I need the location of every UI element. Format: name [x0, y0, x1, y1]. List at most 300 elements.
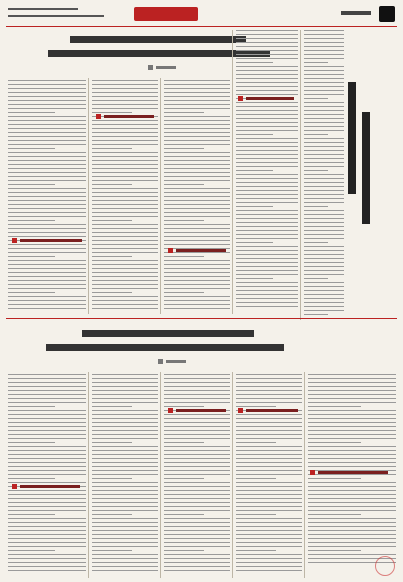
text-line	[236, 182, 298, 183]
text-line	[92, 386, 158, 387]
text-line	[164, 260, 230, 261]
text-line	[164, 164, 230, 165]
text-line	[92, 530, 158, 531]
text-line	[92, 470, 158, 471]
text-line	[164, 558, 230, 559]
text-line	[236, 502, 302, 503]
article1-headline-line1	[70, 36, 246, 43]
text-line	[304, 62, 328, 63]
text-line	[92, 566, 158, 567]
text-line	[236, 286, 298, 287]
text-line	[8, 192, 86, 193]
text-line	[164, 252, 230, 253]
text-line	[304, 78, 344, 79]
text-line	[236, 430, 302, 431]
text-line	[308, 382, 396, 383]
sidebar-headline-lower	[362, 112, 370, 224]
text-line	[308, 410, 396, 411]
text-line	[164, 136, 230, 137]
article2-subhead	[20, 485, 80, 488]
subhead-marker-icon	[310, 470, 315, 475]
text-line	[164, 494, 230, 495]
text-line	[308, 522, 396, 523]
text-line	[164, 566, 230, 567]
text-line	[164, 382, 230, 383]
article1-byline	[156, 66, 176, 69]
text-line	[8, 144, 86, 145]
text-line	[8, 292, 55, 293]
text-line	[304, 242, 328, 243]
text-line	[164, 140, 230, 141]
text-line	[8, 200, 86, 201]
text-line	[92, 538, 158, 539]
text-line	[304, 158, 344, 159]
text-line	[92, 554, 158, 555]
text-line	[8, 196, 86, 197]
text-line	[236, 62, 273, 63]
text-line	[304, 142, 344, 143]
text-line	[236, 230, 298, 231]
text-line	[308, 498, 396, 499]
text-line	[8, 212, 86, 213]
text-line	[236, 446, 302, 447]
text-line	[92, 498, 158, 499]
article1-subhead	[20, 239, 82, 242]
text-line	[92, 104, 158, 105]
column-divider	[160, 78, 161, 314]
text-line	[8, 128, 86, 129]
text-line	[236, 478, 276, 479]
text-line	[236, 234, 298, 235]
byline-icon	[158, 359, 163, 364]
text-line	[8, 550, 55, 551]
text-line	[164, 84, 230, 85]
text-line	[92, 570, 158, 571]
text-line	[92, 148, 132, 149]
text-line	[164, 378, 230, 379]
text-line	[8, 514, 55, 515]
text-line	[304, 102, 344, 103]
text-line	[304, 98, 328, 99]
text-line	[236, 30, 298, 31]
column-divider	[300, 30, 301, 320]
text-line	[304, 202, 344, 203]
sidebar-text-column	[304, 30, 344, 318]
text-line	[8, 542, 86, 543]
watermark-seal-icon	[375, 556, 395, 576]
text-line	[8, 494, 86, 495]
text-line	[164, 304, 230, 305]
text-line	[236, 50, 298, 51]
text-line	[164, 112, 204, 113]
text-line	[8, 184, 55, 185]
text-line	[164, 92, 230, 93]
article2-column-1	[8, 374, 86, 574]
text-line	[308, 374, 396, 375]
text-line	[92, 152, 158, 153]
text-line	[8, 140, 86, 141]
text-line	[8, 272, 86, 273]
text-line	[236, 470, 302, 471]
text-line	[92, 252, 158, 253]
text-line	[92, 506, 158, 507]
text-line	[236, 558, 302, 559]
text-line	[236, 194, 298, 195]
text-line	[304, 306, 344, 307]
text-line	[304, 210, 344, 211]
text-line	[236, 518, 302, 519]
text-line	[304, 278, 328, 279]
text-line	[92, 430, 158, 431]
text-line	[164, 402, 230, 403]
text-line	[164, 96, 230, 97]
text-line	[236, 102, 298, 103]
text-line	[164, 172, 230, 173]
text-line	[8, 176, 86, 177]
text-line	[164, 220, 204, 221]
text-line	[236, 74, 298, 75]
text-line	[92, 284, 158, 285]
text-line	[236, 206, 273, 207]
text-line	[304, 258, 344, 259]
text-line	[8, 402, 86, 403]
text-line	[236, 162, 298, 163]
text-line	[164, 160, 230, 161]
text-line	[236, 214, 298, 215]
text-line	[304, 234, 344, 235]
text-line	[92, 478, 132, 479]
text-line	[164, 224, 230, 225]
byline-icon	[148, 65, 153, 70]
text-line	[304, 222, 344, 223]
section-title	[341, 11, 371, 15]
text-line	[308, 386, 396, 387]
text-line	[92, 458, 158, 459]
text-line	[236, 170, 273, 171]
text-line	[304, 50, 344, 51]
text-line	[304, 282, 344, 283]
text-line	[8, 458, 86, 459]
text-line	[308, 402, 396, 403]
text-line	[164, 292, 204, 293]
text-line	[92, 264, 158, 265]
text-line	[236, 130, 298, 131]
text-line	[308, 554, 396, 555]
text-line	[236, 90, 298, 91]
text-line	[92, 228, 158, 229]
text-line	[164, 208, 230, 209]
article1-subhead	[176, 249, 226, 252]
text-line	[236, 434, 302, 435]
text-line	[92, 514, 132, 515]
text-line	[236, 150, 298, 151]
text-line	[8, 434, 86, 435]
text-line	[304, 238, 344, 239]
subhead-marker-icon	[12, 238, 17, 243]
text-line	[164, 506, 230, 507]
text-line	[164, 88, 230, 89]
text-line	[92, 88, 158, 89]
text-line	[304, 178, 344, 179]
article2-column-3	[164, 374, 230, 574]
text-line	[92, 382, 158, 383]
text-line	[304, 34, 344, 35]
text-line	[304, 174, 344, 175]
text-line	[8, 474, 86, 475]
text-line	[164, 296, 230, 297]
text-line	[164, 446, 230, 447]
article2-byline	[166, 360, 186, 363]
text-line	[236, 422, 302, 423]
text-line	[8, 116, 86, 117]
text-line	[164, 478, 204, 479]
text-line	[92, 220, 132, 221]
subhead-marker-icon	[96, 114, 101, 119]
text-line	[92, 378, 158, 379]
subhead-marker-icon	[168, 248, 173, 253]
text-line	[304, 94, 344, 95]
text-line	[236, 290, 298, 291]
text-line	[304, 314, 328, 315]
text-line	[164, 300, 230, 301]
text-line	[236, 258, 298, 259]
article1-column-1	[8, 80, 86, 312]
text-line	[304, 130, 344, 131]
text-line	[92, 248, 158, 249]
text-line	[164, 442, 204, 443]
text-line	[92, 132, 158, 133]
text-line	[164, 228, 230, 229]
text-line	[236, 54, 298, 55]
text-line	[164, 414, 230, 415]
text-line	[92, 268, 158, 269]
text-line	[304, 114, 344, 115]
column-divider	[160, 372, 161, 578]
text-line	[304, 38, 344, 39]
text-line	[308, 486, 396, 487]
text-line	[164, 272, 230, 273]
text-line	[92, 374, 158, 375]
text-line	[164, 390, 230, 391]
text-line	[304, 298, 344, 299]
text-line	[92, 120, 158, 121]
article2-column-4	[236, 374, 302, 574]
text-line	[92, 394, 158, 395]
text-line	[236, 142, 298, 143]
text-line	[92, 232, 158, 233]
text-line	[92, 442, 132, 443]
text-line	[236, 398, 302, 399]
masthead-date-line	[8, 8, 78, 10]
text-line	[8, 422, 86, 423]
text-line	[164, 530, 230, 531]
text-line	[308, 390, 396, 391]
text-line	[92, 236, 158, 237]
text-line	[92, 438, 158, 439]
text-line	[236, 302, 298, 303]
text-line	[92, 112, 132, 113]
text-line	[92, 474, 158, 475]
text-line	[236, 202, 298, 203]
text-line	[236, 238, 298, 239]
text-line	[304, 42, 344, 43]
text-line	[236, 58, 298, 59]
text-line	[304, 82, 344, 83]
text-line	[164, 184, 204, 185]
text-line	[8, 442, 55, 443]
text-line	[236, 38, 298, 39]
section-divider	[6, 318, 397, 319]
text-line	[236, 526, 302, 527]
text-line	[8, 518, 86, 519]
text-line	[236, 82, 298, 83]
text-line	[236, 250, 298, 251]
text-line	[8, 84, 86, 85]
text-line	[164, 108, 230, 109]
text-line	[236, 298, 298, 299]
text-line	[236, 450, 302, 451]
text-line	[304, 254, 344, 255]
text-line	[8, 248, 86, 249]
text-line	[236, 178, 298, 179]
text-line	[92, 522, 158, 523]
column-divider	[88, 372, 89, 578]
text-line	[236, 550, 276, 551]
text-line	[8, 394, 86, 395]
text-line	[92, 188, 158, 189]
text-line	[8, 406, 55, 407]
text-line	[92, 418, 158, 419]
text-line	[304, 290, 344, 291]
text-line	[8, 244, 86, 245]
masthead-issue-line	[8, 15, 104, 17]
text-line	[92, 398, 158, 399]
text-line	[164, 156, 230, 157]
text-line	[164, 264, 230, 265]
text-line	[92, 494, 158, 495]
text-line	[308, 502, 396, 503]
masthead	[6, 4, 397, 27]
text-line	[236, 254, 298, 255]
text-line	[236, 186, 298, 187]
text-line	[8, 288, 86, 289]
text-line	[8, 256, 55, 257]
text-line	[304, 118, 344, 119]
text-line	[164, 542, 230, 543]
text-line	[164, 498, 230, 499]
text-line	[236, 374, 302, 375]
text-line	[8, 100, 86, 101]
text-line	[304, 74, 344, 75]
text-line	[8, 558, 86, 559]
text-line	[92, 534, 158, 535]
text-line	[164, 308, 230, 309]
text-line	[304, 66, 344, 67]
text-line	[236, 378, 302, 379]
article2-subhead	[318, 471, 388, 474]
text-line	[92, 558, 158, 559]
text-line	[8, 180, 86, 181]
text-line	[308, 438, 396, 439]
text-line	[92, 196, 158, 197]
subhead-marker-icon	[238, 96, 243, 101]
text-line	[8, 450, 86, 451]
text-line	[236, 294, 298, 295]
text-line	[8, 220, 55, 221]
text-line	[8, 570, 86, 571]
text-line	[92, 550, 132, 551]
text-line	[92, 240, 158, 241]
text-line	[164, 268, 230, 269]
text-line	[8, 284, 86, 285]
text-line	[92, 280, 158, 281]
text-line	[8, 264, 86, 265]
text-line	[8, 216, 86, 217]
text-line	[92, 160, 158, 161]
text-line	[92, 562, 158, 563]
text-line	[164, 196, 230, 197]
text-line	[236, 494, 302, 495]
text-line	[236, 266, 298, 267]
text-line	[236, 486, 302, 487]
text-line	[308, 550, 361, 551]
text-line	[164, 80, 230, 81]
article2-column-2	[92, 374, 158, 574]
text-line	[92, 96, 158, 97]
text-line	[8, 414, 86, 415]
text-line	[92, 304, 158, 305]
text-line	[92, 272, 158, 273]
text-line	[308, 518, 396, 519]
text-line	[236, 198, 298, 199]
text-line	[236, 510, 302, 511]
text-line	[236, 530, 302, 531]
text-line	[308, 406, 361, 407]
text-line	[92, 260, 158, 261]
text-line	[308, 454, 396, 455]
text-line	[164, 200, 230, 201]
text-line	[164, 474, 230, 475]
text-line	[164, 518, 230, 519]
text-line	[304, 70, 344, 71]
text-line	[236, 274, 298, 275]
text-line	[8, 236, 86, 237]
text-line	[8, 522, 86, 523]
text-line	[236, 270, 298, 271]
text-line	[164, 240, 230, 241]
text-line	[164, 430, 230, 431]
text-line	[92, 414, 158, 415]
text-line	[164, 374, 230, 375]
text-line	[164, 466, 230, 467]
text-line	[164, 124, 230, 125]
text-line	[236, 70, 298, 71]
text-line	[236, 390, 302, 391]
text-line	[92, 434, 158, 435]
text-line	[92, 208, 158, 209]
text-line	[308, 442, 361, 443]
text-line	[236, 262, 298, 263]
text-line	[92, 462, 158, 463]
text-line	[164, 462, 230, 463]
text-line	[236, 438, 302, 439]
text-line	[304, 302, 344, 303]
text-line	[92, 80, 158, 81]
text-line	[304, 186, 344, 187]
text-line	[236, 218, 298, 219]
text-line	[236, 458, 302, 459]
text-line	[236, 134, 273, 135]
